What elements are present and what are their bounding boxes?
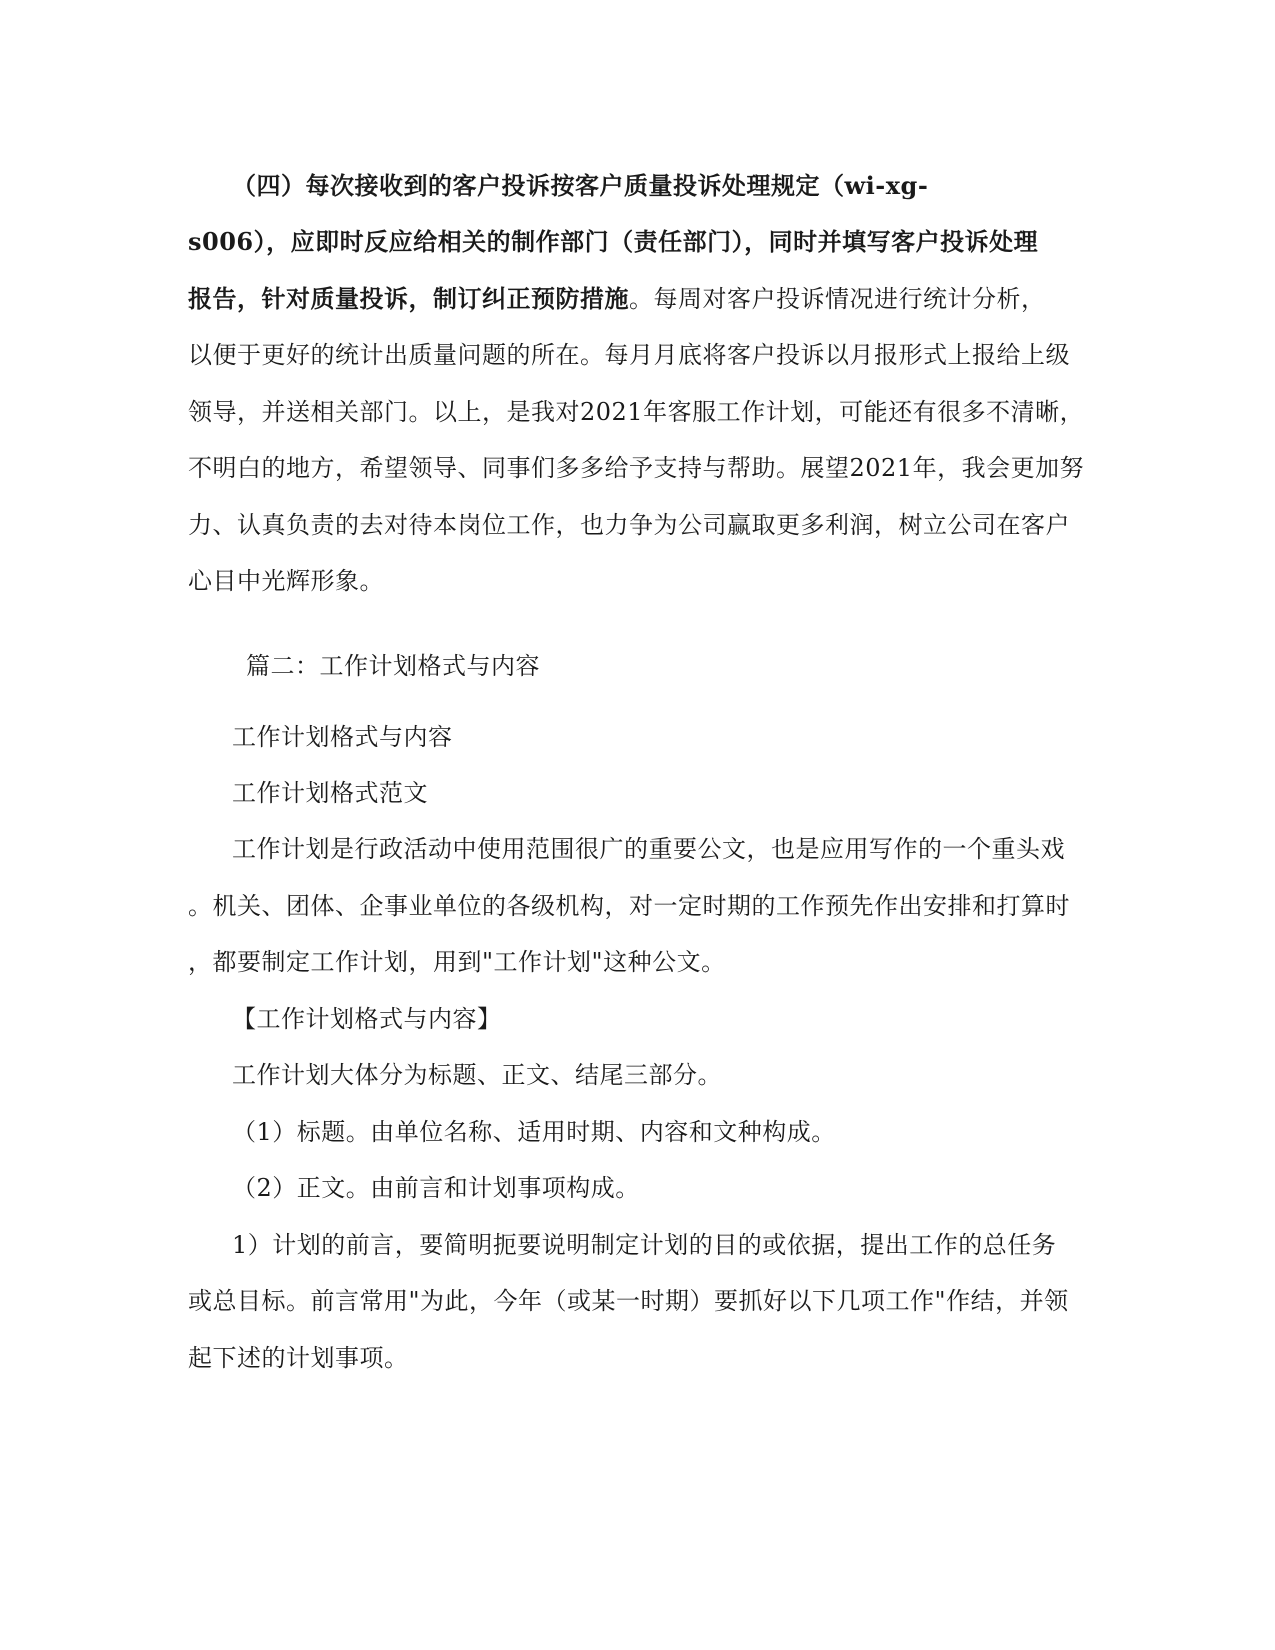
section-four-line-7: 力、认真负责的去对待本岗位工作，也力争为公司赢取更多利润，树立公司在客户	[188, 511, 1070, 539]
section-four-line-5: 领导，并送相关部门。以上，是我对2021年客服工作计划，可能还有很多不清晰，	[188, 398, 1085, 426]
section-four-line-8: 心目中光辉形象。	[188, 567, 384, 595]
section-four-line-6: 不明白的地方，希望领导、同事们多多给予支持与帮助。展望2021年，我会更加努	[188, 454, 1085, 482]
intro-line-2: 。机关、团体、企事业单位的各级机构，对一定时期的工作预先作出安排和打算时	[188, 892, 1070, 920]
section-four-line-2: s006），应即时反应给相关的制作部门（责任部门），同时并填写客户投诉处理	[188, 227, 1039, 256]
section-four-line-3-normal: 。每周对客户投诉情况进行统计分析，	[629, 285, 1046, 313]
subheading-format-content: 工作计划格式与内容	[232, 723, 453, 751]
item-2-body: （2）正文。由前言和计划事项构成。	[232, 1174, 640, 1202]
subheading-format-sample: 工作计划格式范文	[232, 779, 428, 807]
intro-line-1: 工作计划是行政活动中使用范围很广的重要公文，也是应用写作的一个重头戏	[232, 835, 1065, 863]
item-1-title: （1）标题。由单位名称、适用时期、内容和文种构成。	[232, 1118, 836, 1146]
bracket-heading: 【工作计划格式与内容】	[232, 1005, 502, 1033]
section-four-line-3-bold: 报告，针对质量投诉，制订纠正预防措施	[188, 284, 629, 313]
section-four-line-4: 以便于更好的统计出质量问题的所在。每月月底将客户投诉以月报形式上报给上级	[188, 341, 1070, 369]
preface-line-2: 或总目标。前言常用"为此，今年（或某一时期）要抓好以下几项工作"作结，并领	[188, 1287, 1069, 1315]
structure-line: 工作计划大体分为标题、正文、结尾三部分。	[232, 1061, 722, 1089]
section-four-line-3	[188, 284, 1046, 314]
section-four-line-1: （四）每次接收到的客户投诉按客户质量投诉处理规定（wi-xg-	[232, 171, 929, 200]
preface-line-3: 起下述的计划事项。	[188, 1344, 409, 1372]
intro-line-3: ，都要制定工作计划，用到"工作计划"这种公文。	[188, 948, 726, 976]
preface-line-1: 1）计划的前言，要简明扼要说明制定计划的目的或依据，提出工作的总任务	[232, 1231, 1057, 1259]
chapter-two-heading: 篇二：工作计划格式与内容	[246, 652, 540, 680]
